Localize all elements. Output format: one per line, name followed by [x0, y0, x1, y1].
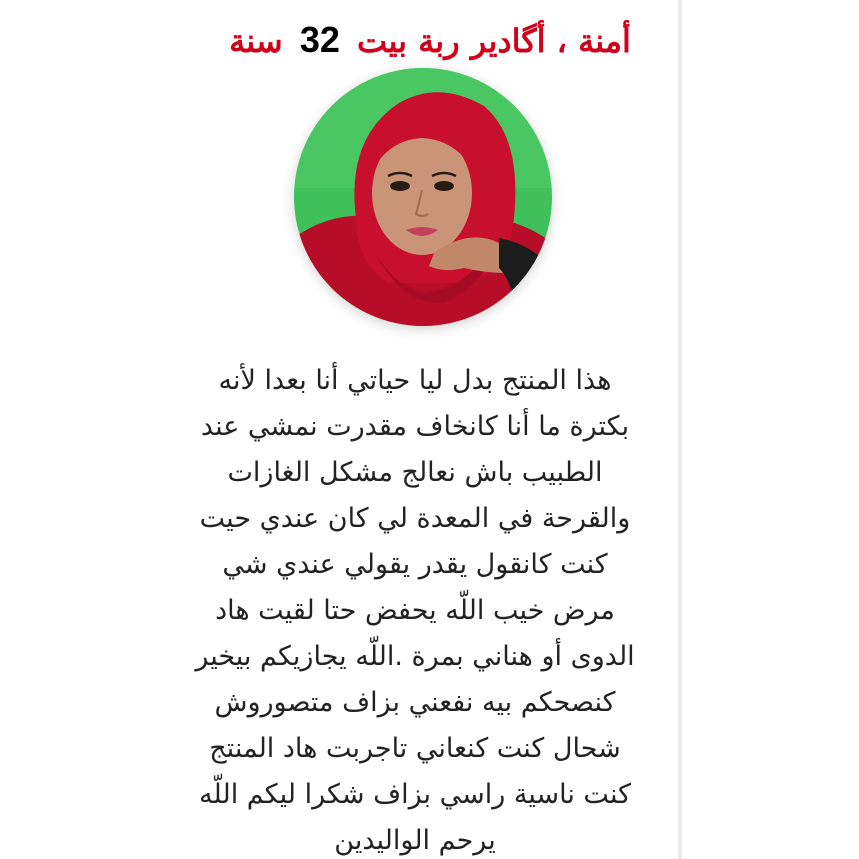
- testimonial-line: هذا المنتج بدل ليا حياتي أنا بعدا لأنه: [218, 365, 612, 396]
- testimonial-line: الدوى أو هناني بمرة .اللّه يجازيكم بيخير: [195, 641, 635, 672]
- testimonial-line: شحال كنت كنعاني تاجربت هاد المنتج: [209, 733, 621, 764]
- testimonial-line: كنت كانقول يقدر يقولي عندي شي: [222, 549, 608, 580]
- testimonial-line: الطبيب باش نعالج مشكل الغازات: [227, 457, 603, 488]
- testimonial-line: كنصحكم بيه نفعني بزاف متصوروش: [214, 687, 616, 718]
- testimonial-line: بكترة ما أنا كانخاف مقدرت نمشي عند: [200, 411, 630, 442]
- testimonial-text: [170, 358, 660, 859]
- age-unit: سنة: [229, 22, 283, 60]
- customer-age: 32: [299, 19, 340, 60]
- testimonial-line: مرض خيب اللّه يحفض حتا لقيت هاد: [215, 595, 615, 626]
- testimonial-line: يرحم الواليدين: [334, 825, 496, 856]
- testimonial-line: والقرحة في المعدة لي كان عندي حيت: [199, 503, 631, 534]
- right-divider: [678, 0, 682, 859]
- customer-photo: [294, 68, 552, 326]
- woman-portrait-icon: [294, 68, 552, 326]
- customer-name-city: أمنة ، أگادير ربة بيت: [357, 22, 631, 60]
- testimonial-title: [180, 12, 680, 68]
- testimonial-line: كنت ناسية راسي بزاف شكرا ليكم اللّه: [199, 779, 631, 810]
